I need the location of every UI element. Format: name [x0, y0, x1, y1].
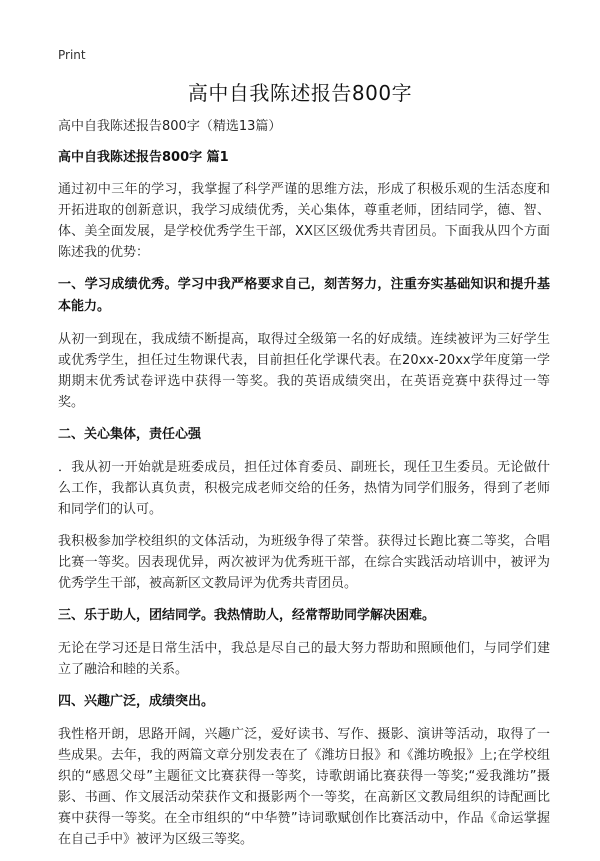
- paragraph-helpful: 无论在学习还是日常生活中，我总是尽自己的最大努力帮助和照顾他们，与同学们建立了融洽和睦的关系。: [58, 641, 550, 677]
- document-body: [58, 118, 550, 861]
- heading-helpful: 三、乐于助人，团结同学。我热情助人，经常帮助同学解决困难。: [58, 608, 436, 623]
- intro-paragraph: 通过初中三年的学习，我掌握了科学严谨的思维方法，形成了积极乐观的生活态度和开拓进取的创新意识，我学习成绩优秀，关心集体，尊重老师，团结同学，德、智、体、美全面发展，是学校优秀学生干部，XX区区级优秀共青团员。下面我从四个方面陈述我的优势：: [58, 182, 550, 260]
- paragraph-study: 从初一到现在，我成绩不断提高，取得过全级第一名的好成绩。连续被评为三好学生或优秀学生，担任过生物课代表，目前担任化学课代表。在20xx-20xx学年度第一学期期末优秀试卷评选中获得一等奖。我的英语成绩突出，在英语竞赛中获得过一等奖。: [58, 332, 550, 410]
- document-subtitle: 高中自我陈述报告800字（精选13篇）: [58, 119, 282, 134]
- heading-interests: 四、兴趣广泛，成绩突出。: [58, 694, 215, 709]
- paragraph-interests: 我性格开朗，思路开阔，兴趣广泛，爱好读书、写作、摄影、演讲等活动，取得了一些成果。去年，我的两篇文章分别发表在了《潍坊日报》和《潍坊晚报》上;在学校组织的“感恩父母”主题征文比赛获得一等奖，诗歌朗诵比赛获得一等奖;“爱我潍坊”摄影、书画、作文展活动荣获作文和摄影两个一等奖，在高新区文教局组织的诗配画比赛中获得一等奖。在全市组织的“中华赞”诗词歌赋创作比赛活动中，作品《命运掌握在自己手中》被评为区级三等奖。: [58, 727, 550, 847]
- heading-collective: 二、关心集体，责任心强: [58, 427, 202, 442]
- heading-study: 一、学习成绩优秀。学习中我严格要求自己，刻苦努力，注重夯实基础知识和提升基本能力。: [58, 277, 550, 314]
- print-link[interactable]: Print: [58, 48, 86, 62]
- paragraph-collective-2: 我积极参加学校组织的文体活动，为班级争得了荣誉。获得过长跑比赛二等奖，合唱比赛一等奖。因表现优异，两次被评为优秀班干部，在综合实践活动培训中，被评为优秀学生干部，被高新区文教局评为优秀共青团员。: [58, 534, 550, 591]
- paragraph-collective-1: ．我从初一开始就是班委成员，担任过体育委员、副班长，现任卫生委员。无论做什么工作，我都认真负责，积极完成老师交给的任务，热情为同学们服务，得到了老师和同学们的认可。: [58, 460, 550, 517]
- section-title: 高中自我陈述报告800字 篇1: [58, 150, 229, 165]
- document-title: 高中自我陈述报告800字: [187, 81, 413, 105]
